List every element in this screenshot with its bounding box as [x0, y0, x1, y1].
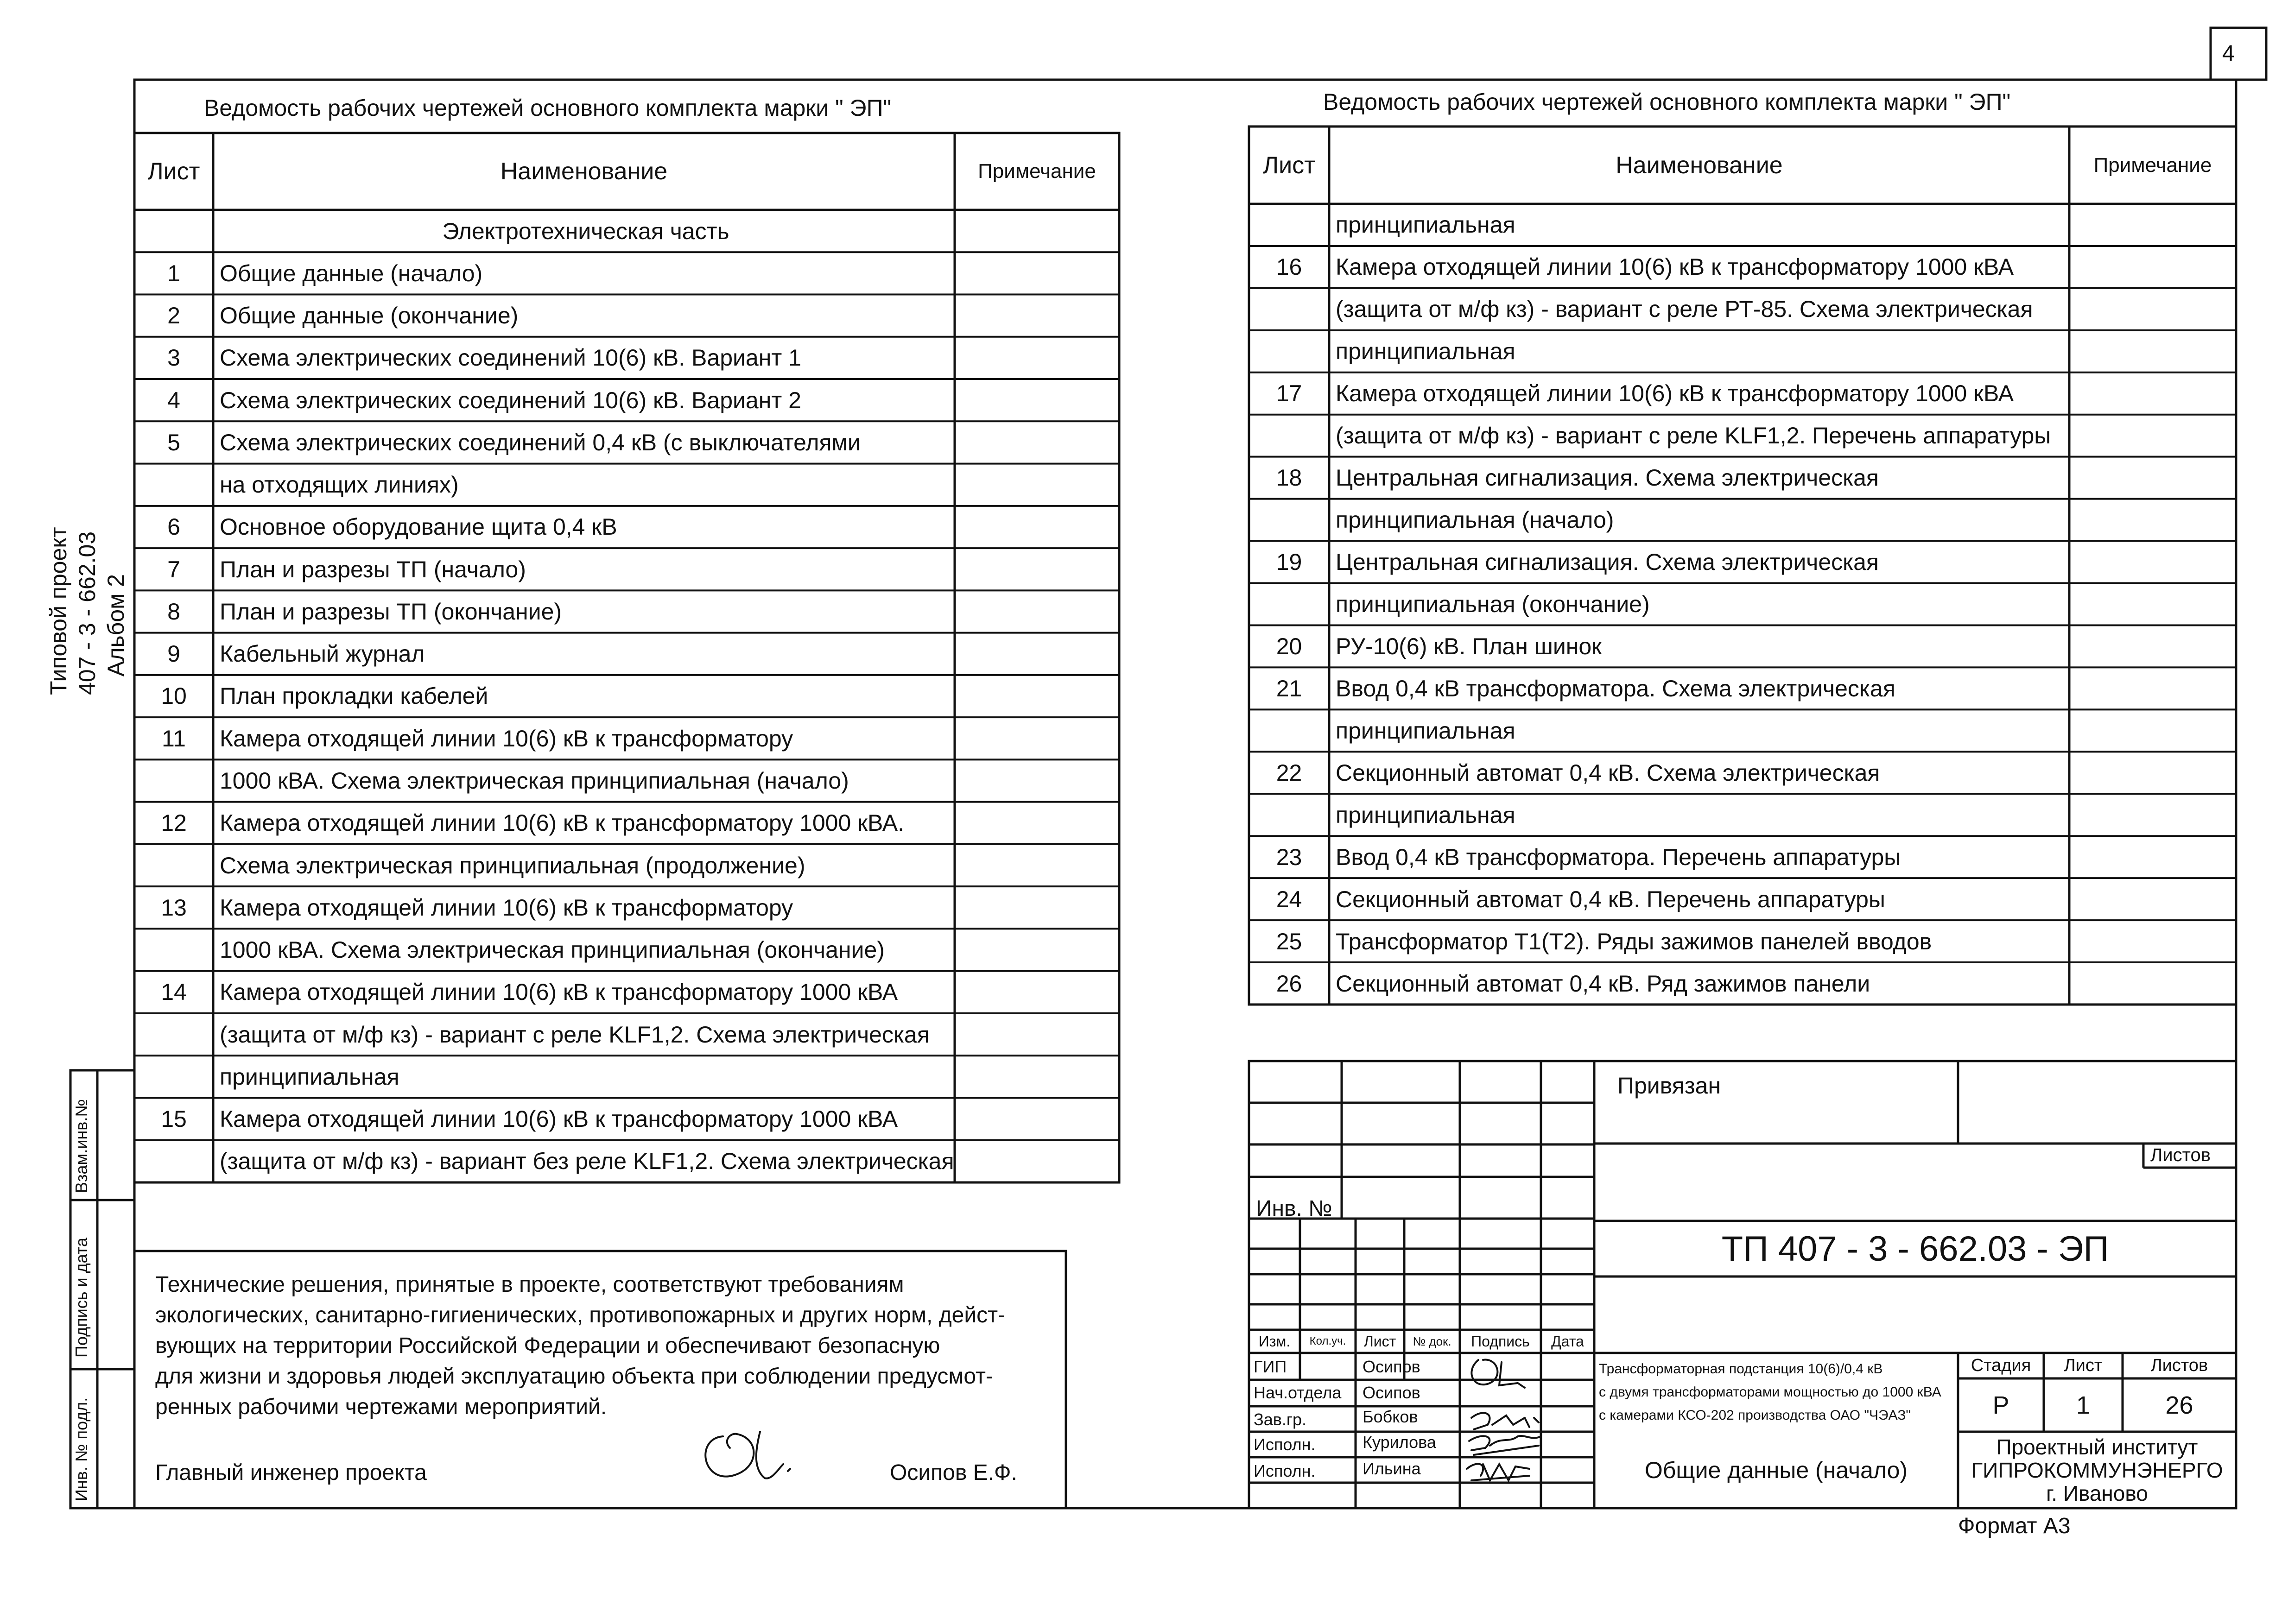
sheet-title-cell: (защита от м/ф кз) - вариант с реле KLF1,2. Схема электрическая: [220, 1021, 930, 1048]
sheet-title-cell: принципиальная (начало): [1336, 507, 1614, 533]
drawing-designation: ТП 407 - 3 - 662.03 - ЭП: [1721, 1229, 2109, 1269]
sheet-title-cell: (защита от м/ф кз) - вариант без реле KLF1,2. Схема электрическая: [220, 1148, 954, 1175]
col-header-note-right: Примечание: [2093, 153, 2212, 177]
sheet-title-cell: Камера отходящей линии 10(6) кВ к трансформатору 1000 кВА: [220, 979, 898, 1005]
sheet-title-cell: Схема электрическая принципиальная (продолжение): [220, 852, 805, 878]
sheet-number-cell: 24: [1276, 886, 1302, 912]
side-stamp-line3: Альбом 2: [103, 574, 129, 676]
sheet-number-cell: 23: [1276, 844, 1302, 870]
sheet-number-cell: 14: [161, 979, 187, 1005]
hdr-podpis: Подпись: [1471, 1333, 1530, 1350]
project-name-line: с камерами КСО-202 производства ОАО "ЧЭАЗ": [1599, 1408, 1911, 1423]
hdr-data: Дата: [1551, 1333, 1584, 1350]
sheet-title-cell: Основное оборудование щита 0,4 кВ: [220, 514, 617, 540]
sheets-label: Листов: [2150, 1356, 2208, 1375]
sheet-number-cell: 2: [167, 303, 180, 329]
col-header-sheet-right: Лист: [1263, 152, 1315, 179]
side-stamp-line2: 407 - 3 - 662.03: [74, 531, 100, 695]
sheet-title-cell: Секционный автомат 0,4 кВ. Схема электрическая: [1336, 759, 1880, 786]
sheet-number-cell: 7: [167, 556, 180, 582]
sheet-number-cell: 17: [1276, 380, 1302, 407]
signer-role: Главный инженер проекта: [155, 1460, 427, 1485]
margin-vzam: Взам.инв.№: [72, 1099, 91, 1193]
sheet-title-cell: Секционный автомат 0,4 кВ. Перечень аппаратуры: [1336, 886, 1885, 912]
sheet-title-cell: Общие данные (начало): [220, 260, 483, 286]
sheet-title-cell: принципиальная: [220, 1063, 399, 1090]
statement-line: ренных рабочими чертежами мероприятий.: [155, 1395, 607, 1419]
staff-name: Ильина: [1363, 1459, 1421, 1478]
sheet-number-cell: 10: [161, 683, 187, 709]
stage-label: Стадия: [1971, 1356, 2031, 1375]
sheets-value: 26: [2165, 1391, 2193, 1419]
sheet-title-cell: Камера отходящей линии 10(6) кВ к трансформатору 1000 кВА.: [220, 810, 904, 836]
sheet-number-cell: 18: [1276, 465, 1302, 491]
sheet-number-cell: 9: [167, 641, 180, 667]
statement-line: Технические решения, принятые в проекте, соответствуют требованиям: [155, 1272, 904, 1297]
hdr-doc: № док.: [1413, 1334, 1451, 1348]
sheet-title-cell: План и разрезы ТП (начало): [220, 556, 526, 582]
sheet-title-cell: Кабельный журнал: [220, 641, 425, 667]
sheet-number-cell: 22: [1276, 759, 1302, 786]
staff-role: Зав.гр.: [1254, 1410, 1307, 1429]
sheet-number-cell: 4: [167, 387, 180, 413]
hdr-list: Лист: [1363, 1333, 1396, 1350]
sheet-title-cell: План прокладки кабелей: [220, 683, 488, 709]
sheet-title-cell: принципиальная: [1336, 802, 1515, 828]
sheet-number: 4: [2222, 41, 2235, 66]
statement-line: для жизни и здоровья людей эксплуатацию объекта при соблюдении предусмот-: [155, 1364, 993, 1389]
sheet-number-cell: 6: [167, 514, 180, 540]
sheet-title-cell: 1000 кВА. Схема электрическая принципиальная (окончание): [220, 937, 885, 963]
project-name: [1599, 1358, 1941, 1427]
sheet-title-cell: Схема электрических соединений 10(6) кВ. Вариант 1: [220, 345, 801, 371]
paper-format: Формат А3: [1958, 1514, 2071, 1538]
sheet-title-cell: Камера отходящей линии 10(6) кВ к трансформатору: [220, 725, 793, 752]
sheet-title-cell: принципиальная: [1336, 212, 1515, 238]
margin-podpis: Подпись и дата: [72, 1238, 91, 1358]
staff-name: Бобков: [1363, 1407, 1418, 1426]
sheet-number-cell: 15: [161, 1106, 187, 1132]
hdr-izm: Изм.: [1258, 1333, 1291, 1350]
col-header-note: Примечание: [978, 160, 1096, 183]
sheet-title-cell: принципиальная (окончание): [1336, 591, 1650, 617]
staff-role: Исполн.: [1254, 1435, 1316, 1454]
staff-role: Нач.отдела: [1254, 1383, 1342, 1402]
sheet-number-cell: 1: [167, 260, 180, 286]
staff-role: Исполн.: [1254, 1461, 1316, 1480]
sheet-title-cell: Трансформатор Т1(Т2). Ряды зажимов панелей вводов: [1336, 928, 1932, 954]
col-header-name: Наименование: [500, 158, 668, 185]
sheet-title-cell: принципиальная: [1336, 338, 1515, 365]
staff-name: Осипов: [1363, 1383, 1420, 1402]
inv-no-label: Инв. №: [1256, 1196, 1332, 1221]
sheet-title-cell: Электротехническая часть: [442, 218, 729, 244]
project-name-line: с двумя трансформаторами мощностью до 1000 кВА: [1599, 1384, 1941, 1400]
sheet-number-cell: 26: [1276, 970, 1302, 997]
sheet-number-cell: 3: [167, 345, 180, 371]
org-line: г. Иваново: [2046, 1481, 2148, 1505]
sheet-title-cell: Схема электрических соединений 10(6) кВ. Вариант 2: [220, 387, 801, 413]
sheet-title-cell: (защита от м/ф кз) - вариант с реле KLF1,2. Перечень аппаратуры: [1336, 423, 2051, 449]
project-name-line: Трансформаторная подстанция 10(6)/0,4 кВ: [1599, 1361, 1883, 1377]
sheet-number-cell: 11: [162, 725, 186, 752]
hdr-kol: Кол.уч.: [1309, 1335, 1346, 1347]
registry-title-left: Ведомость рабочих чертежей основного комплекта марки " ЭП": [204, 95, 892, 121]
sheet-title-cell: Центральная сигнализация. Схема электрическая: [1336, 465, 1879, 491]
statement-line: вующих на территории Российской Федерации и обеспечивают безопасную: [155, 1333, 940, 1358]
sheet-title-cell: Общие данные (окончание): [220, 303, 519, 329]
sheet-number-cell: 12: [161, 810, 187, 836]
sheet-title-cell: Ввод 0,4 кВ трансформатора. Схема электрическая: [1336, 675, 1895, 701]
sheet-number-cell: 19: [1276, 549, 1302, 575]
statement-line: экологических, санитарно-гигиенических, противопожарных и других норм, дейст-: [155, 1303, 1006, 1327]
sheet-title-cell: РУ-10(6) кВ. План шинок: [1336, 633, 1602, 659]
col-header-name-right: Наименование: [1616, 152, 1783, 179]
sheet-title-cell: принципиальная: [1336, 717, 1515, 744]
sheet-number-cell: 20: [1276, 633, 1302, 659]
org-line: Проектный институт: [1996, 1435, 2198, 1459]
sheet-number-cell: 13: [161, 894, 187, 921]
margin-inv: Инв. № подл.: [72, 1397, 91, 1501]
sheet-number-cell: 16: [1276, 254, 1302, 280]
sheet-title-cell: Схема электрических соединений 0,4 кВ (с выключателями: [220, 429, 861, 455]
sheet-title-cell: Центральная сигнализация. Схема электрическая: [1336, 549, 1879, 575]
sheet-number-cell: 25: [1276, 928, 1302, 954]
sheet-title-cell: Камера отходящей линии 10(6) кВ к трансформатору 1000 кВА: [1336, 380, 2014, 407]
sheet-value: 1: [2076, 1391, 2091, 1419]
sheet-number-cell: 5: [167, 429, 180, 455]
sheet-title-cell: 1000 кВА. Схема электрическая принципиальная (начало): [220, 768, 849, 794]
sheet-title-cell: Ввод 0,4 кВ трансформатора. Перечень аппаратуры: [1336, 844, 1901, 870]
sheet-number-cell: 8: [167, 598, 180, 625]
sheet-label: Лист: [2064, 1356, 2103, 1375]
staff-name: Осипов: [1363, 1357, 1420, 1376]
org-line: ГИПРОКОММУНЭНЕРГО: [1971, 1458, 2223, 1482]
sheet-title-cell: План и разрезы ТП (окончание): [220, 598, 562, 625]
registry-title-right: Ведомость рабочих чертежей основного комплекта марки " ЭП": [1323, 89, 2011, 115]
listov-small-label: Листов: [2150, 1145, 2211, 1165]
stage-value: Р: [1992, 1391, 2009, 1419]
sheet-number-cell: 21: [1276, 675, 1302, 701]
sheet-title-cell: Секционный автомат 0,4 кВ. Ряд зажимов панели: [1336, 970, 1870, 997]
signer-name: Осипов Е.Ф.: [890, 1460, 1017, 1485]
privyazan-label: Привязан: [1617, 1073, 1721, 1099]
sheet-title-cell: Камера отходящей линии 10(6) кВ к трансформатору 1000 кВА: [220, 1106, 898, 1132]
sheet-title-cell: на отходящих линиях): [220, 472, 459, 498]
organization: [1958, 1435, 2236, 1505]
staff-name: Курилова: [1363, 1433, 1436, 1452]
staff-role: ГИП: [1254, 1357, 1287, 1376]
sheet-title-cell: Камера отходящей линии 10(6) кВ к трансформатору 1000 кВА: [1336, 254, 2014, 280]
drawing-name: Общие данные (начало): [1644, 1457, 1908, 1483]
col-header-sheet: Лист: [147, 158, 200, 185]
side-stamp-line1: Типовой проект: [45, 527, 71, 695]
sheet-title-cell: Камера отходящей линии 10(6) кВ к трансформатору: [220, 894, 793, 921]
sheet-title-cell: (защита от м/ф кз) - вариант с реле РТ-85. Схема электрическая: [1336, 296, 2033, 322]
